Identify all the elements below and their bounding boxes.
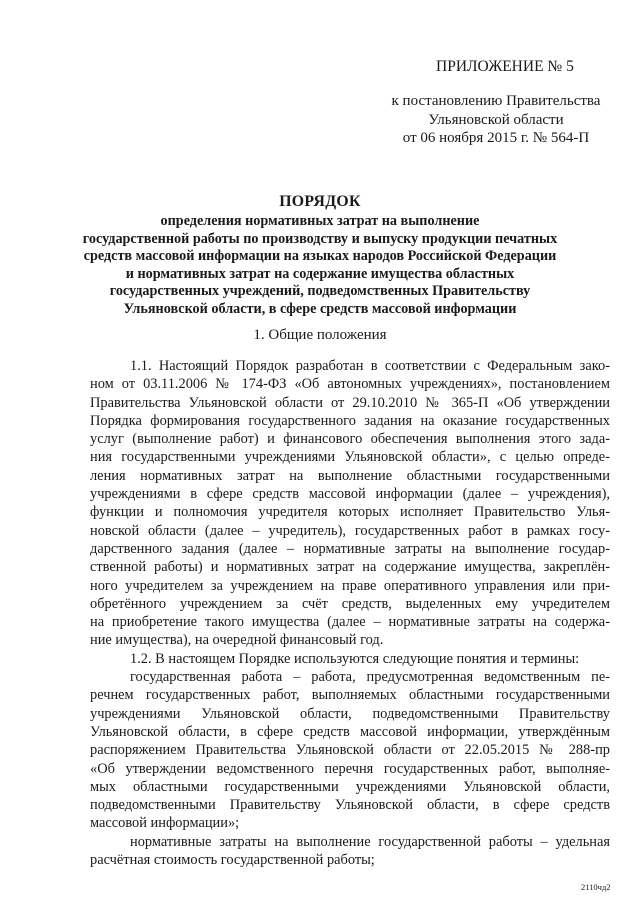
paragraph-line: ния государственными учреждениями Ульяновской области», с целью опреде- [90, 449, 610, 466]
subtitle-line: Ульяновской области, в сфере средств массовой информации [123, 300, 517, 317]
appendix-label: ПРИЛОЖЕНИЕ № 5 [436, 58, 574, 75]
approval-line: Ульяновской области [428, 111, 564, 128]
paragraph-line: на приобретение такого имущества (далее – нормативные затраты на содержа- [90, 614, 610, 631]
paragraph-line: массовой информации»; [90, 815, 240, 832]
approval-line: к постановлению Правительства [391, 93, 601, 109]
document-subtitle [70, 213, 570, 319]
paragraph-line: ном от 03.11.2006 № 174-ФЗ «Об автономных учреждениях», постановлением [90, 376, 610, 393]
paragraph-line: ние имущества), на очередной финансовый год. [90, 632, 384, 649]
subtitle-line: государственных учреждений, подведомственных Правительству [109, 283, 531, 300]
paragraph-line: учреждениями Ульяновской области, подведомственными Правительству [90, 705, 610, 722]
paragraph-line: расчётная стоимость государственной работы; [90, 852, 375, 869]
paragraph-line: «Об утверждении ведомственного перечня государственных работ, выполняе- [90, 760, 610, 777]
paragraph-line: Правительства Ульяновской области от 29.10.2010 № 365-П «Об утверждении [90, 394, 610, 411]
paragraph-line: подведомственными Правительству Ульяновской области, в сфере средств [90, 797, 610, 814]
paragraph-line: 1.1. Настоящий Порядок разработан в соответствии с Федеральным зако- [130, 358, 610, 374]
approval-block [380, 92, 612, 148]
paragraph-line: дарственного задания (далее – нормативные затраты на выполнение государ- [90, 540, 610, 557]
paragraph-line: мых областными государственными учреждениями Ульяновской области, [90, 778, 610, 795]
paragraph-line: 1.2. В настоящем Порядке используются следующие понятия и термины: [130, 650, 580, 667]
paragraph-line: обретённого учреждением за счёт средств, выделенных ему учредителем [90, 595, 610, 612]
subtitle-line: и нормативных затрат на содержание имущества областных [125, 265, 515, 282]
approval-line: от 06 ноября 2015 г. № 564-П [402, 130, 590, 146]
paragraph-line: нормативные затраты на выполнение государственной работы – удельная [130, 833, 610, 850]
paragraph-line: речнем государственных работ, выполняемых областными государственными [90, 687, 610, 704]
paragraph-line: ления нормативных затрат на выполнение областными государственными [90, 467, 610, 484]
subtitle-line: средств массовой информации на языках народов Российской Федерации [83, 248, 557, 265]
paragraph-line: государственная работа – работа, предусмотренная ведомственным пе- [130, 669, 610, 686]
document-title: ПОРЯДОК [279, 193, 361, 210]
page-footer-code: 2110чд2 [581, 882, 611, 892]
subtitle-line: государственной работы по производству и выпуску продукции печатных [82, 230, 558, 247]
paragraph-line: ственной работы) и нормативных затрат на содержание имущества, закреплён- [90, 559, 610, 576]
paragraph-line: Порядка формирования государственного задания на оказание государственных [90, 412, 610, 429]
paragraph-line: учреждениями в сфере средств массовой информации (далее – учреждения), [90, 486, 610, 503]
paragraph-line: функции и полномочия учредителя которых исполняет Правительство Улья- [90, 504, 610, 521]
paragraph-line: Ульяновской области, в сфере средств массовой информации, утверждённым [90, 723, 610, 740]
paragraph-line: ного учредителем за учреждением на праве оперативного управления или при- [90, 577, 610, 594]
paragraph-line: услуг (выполнение работ) и финансового обеспечения выполнения этого зада- [90, 431, 610, 448]
section-heading: 1. Общие положения [253, 327, 387, 343]
subtitle-line: определения нормативных затрат на выполнение [160, 213, 480, 229]
document-body [90, 357, 610, 869]
paragraph-line: новской области (далее – учредитель), государственных работ в рамках госу- [90, 522, 610, 539]
paragraph-line: распоряжением Правительства Ульяновской области от 22.05.2015 № 288-пр [90, 742, 610, 759]
